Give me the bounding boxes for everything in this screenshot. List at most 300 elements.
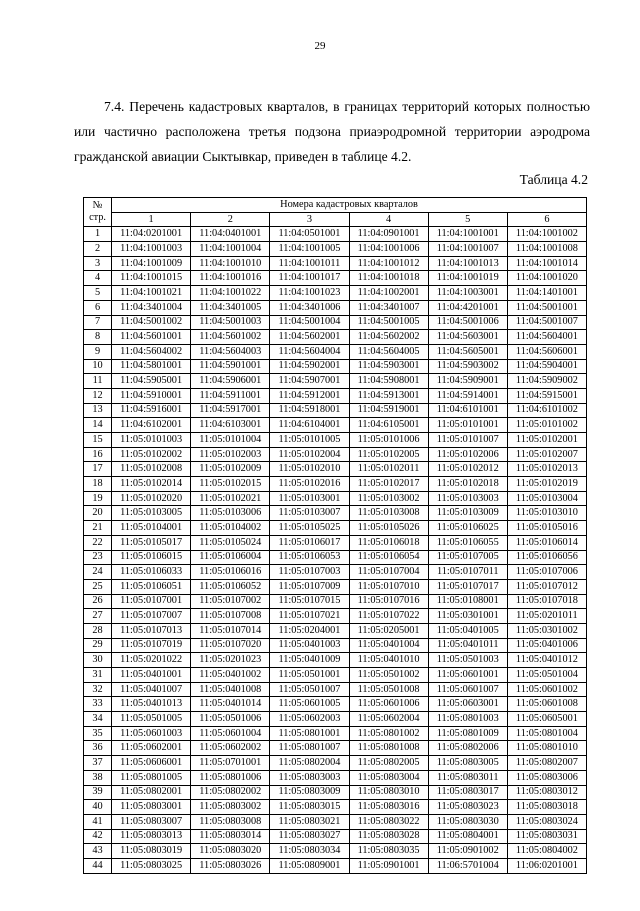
table-header-row-2	[84, 212, 587, 227]
cadastral-number-cell: 11:04:5001002	[112, 315, 191, 330]
cadastral-number-cell: 11:04:5904001	[507, 359, 586, 374]
cadastral-number-cell: 11:05:0106025	[428, 521, 507, 536]
cadastral-number-cell: 11:04:1001023	[270, 286, 349, 301]
cadastral-number-cell: 11:05:0106017	[270, 535, 349, 550]
cadastral-number-cell: 11:05:0107012	[507, 579, 586, 594]
cadastral-number-cell: 11:05:0102001	[507, 433, 586, 448]
cadastral-number-cell: 11:05:0802004	[270, 756, 349, 771]
cadastral-number-cell: 11:05:0501004	[507, 668, 586, 683]
cadastral-number-cell: 11:04:5903002	[428, 359, 507, 374]
table-row	[84, 418, 587, 433]
table-row	[84, 359, 587, 374]
cadastral-number-cell: 11:05:0601004	[191, 726, 270, 741]
row-number-cell: 38	[84, 770, 112, 785]
cadastral-number-cell: 11:05:0803014	[191, 829, 270, 844]
table-row	[84, 374, 587, 389]
cadastral-number-cell: 11:05:0602002	[191, 741, 270, 756]
cadastral-number-cell: 11:05:0501007	[270, 682, 349, 697]
cadastral-number-cell: 11:05:0106051	[112, 579, 191, 594]
table-row	[84, 550, 587, 565]
cadastral-number-cell: 11:05:0103001	[270, 491, 349, 506]
cadastral-number-cell: 11:05:0802005	[349, 756, 428, 771]
cadastral-number-cell: 11:05:0803020	[191, 844, 270, 859]
cadastral-number-cell: 11:05:0801007	[270, 741, 349, 756]
cadastral-number-cell: 11:05:0107002	[191, 594, 270, 609]
row-number-cell: 40	[84, 800, 112, 815]
cadastral-number-cell: 11:05:0803012	[507, 785, 586, 800]
cadastral-number-cell: 11:04:5001004	[270, 315, 349, 330]
cadastral-number-cell: 11:04:6102001	[112, 418, 191, 433]
cadastral-number-cell: 11:04:1003001	[428, 286, 507, 301]
cadastral-number-cell: 11:04:0501001	[270, 227, 349, 242]
cadastral-number-cell: 11:05:0801001	[270, 726, 349, 741]
cadastral-number-cell: 11:05:0102015	[191, 477, 270, 492]
row-number-cell: 16	[84, 447, 112, 462]
cadastral-number-cell: 11:04:6101001	[428, 403, 507, 418]
row-number-cell: 43	[84, 844, 112, 859]
cadastral-number-cell: 11:05:0803022	[349, 814, 428, 829]
cadastral-number-cell: 11:05:0102016	[270, 477, 349, 492]
cadastral-number-cell: 11:04:5917001	[191, 403, 270, 418]
cadastral-number-cell: 11:05:0803027	[270, 829, 349, 844]
table-row	[84, 814, 587, 829]
table-row	[84, 785, 587, 800]
cadastral-number-cell: 11:05:0106004	[191, 550, 270, 565]
cadastral-number-cell: 11:05:0204001	[270, 623, 349, 638]
cadastral-number-cell: 11:04:1001017	[270, 271, 349, 286]
cadastral-number-cell: 11:05:0301002	[507, 623, 586, 638]
cadastral-number-cell: 11:05:0105024	[191, 535, 270, 550]
cadastral-number-cell: 11:04:5908001	[349, 374, 428, 389]
cadastral-number-cell: 11:05:0102003	[191, 447, 270, 462]
cadastral-number-cell: 11:05:0102011	[349, 462, 428, 477]
column-header: 1	[112, 212, 191, 227]
cadastral-number-cell: 11:05:0701001	[191, 756, 270, 771]
cadastral-number-cell: 11:04:6105001	[349, 418, 428, 433]
cadastral-number-cell: 11:04:5001003	[191, 315, 270, 330]
cadastral-number-cell: 11:05:0101007	[428, 433, 507, 448]
cadastral-number-cell: 11:05:0601008	[507, 697, 586, 712]
cadastral-number-cell: 11:05:0102014	[112, 477, 191, 492]
cadastral-number-cell: 11:05:0106055	[428, 535, 507, 550]
cadastral-number-cell: 11:04:5912001	[270, 388, 349, 403]
cadastral-number-cell: 11:05:0301001	[428, 609, 507, 624]
cadastral-number-cell: 11:05:0501008	[349, 682, 428, 697]
cadastral-number-cell: 11:04:5916001	[112, 403, 191, 418]
table-row	[84, 638, 587, 653]
cadastral-number-cell: 11:05:0103004	[507, 491, 586, 506]
table-row	[84, 668, 587, 683]
cadastral-number-cell: 11:04:0901001	[349, 227, 428, 242]
table-header-row-1	[84, 198, 587, 213]
cadastral-number-cell: 11:05:0803016	[349, 800, 428, 815]
table-row	[84, 770, 587, 785]
cadastral-number-cell: 11:05:0107006	[507, 565, 586, 580]
table-row	[84, 330, 587, 345]
cadastral-number-cell: 11:05:0606001	[112, 756, 191, 771]
cadastral-number-cell: 11:05:0401006	[507, 638, 586, 653]
cadastral-number-cell: 11:04:5911001	[191, 388, 270, 403]
cadastral-number-cell: 11:05:0803013	[112, 829, 191, 844]
cadastral-number-cell: 11:05:0803015	[270, 800, 349, 815]
table-row	[84, 858, 587, 873]
cadastral-number-cell: 11:04:5001007	[507, 315, 586, 330]
cadastral-number-cell: 11:05:0103009	[428, 506, 507, 521]
cadastral-number-cell: 11:05:0803002	[191, 800, 270, 815]
page-number: 29	[314, 40, 326, 52]
row-number-cell: 24	[84, 565, 112, 580]
column-header: 4	[349, 212, 428, 227]
cadastral-number-cell: 11:05:0106052	[191, 579, 270, 594]
cadastral-number-cell: 11:05:0102021	[191, 491, 270, 506]
table-row	[84, 521, 587, 536]
cadastral-number-cell: 11:05:0603001	[428, 697, 507, 712]
cadastral-number-cell: 11:04:0201001	[112, 227, 191, 242]
table-row	[84, 462, 587, 477]
cadastral-number-cell: 11:05:0102020	[112, 491, 191, 506]
cadastral-number-cell: 11:05:0803007	[112, 814, 191, 829]
cadastral-number-cell: 11:06:0201001	[507, 858, 586, 873]
table-row	[84, 271, 587, 286]
cadastral-number-cell: 11:05:0103006	[191, 506, 270, 521]
cadastral-number-cell: 11:04:6104001	[270, 418, 349, 433]
column-header: 5	[428, 212, 507, 227]
cadastral-number-cell: 11:05:0803025	[112, 858, 191, 873]
cadastral-number-cell: 11:04:1001016	[191, 271, 270, 286]
row-number-cell: 36	[84, 741, 112, 756]
row-number-cell: 18	[84, 477, 112, 492]
cadastral-number-cell: 11:05:0102017	[349, 477, 428, 492]
cadastral-number-cell: 11:05:0803021	[270, 814, 349, 829]
cadastral-number-cell: 11:04:5604001	[507, 330, 586, 345]
cadastral-number-cell: 11:05:0601001	[428, 668, 507, 683]
cadastral-number-cell: 11:05:0107020	[191, 638, 270, 653]
cadastral-number-cell: 11:05:0804002	[507, 844, 586, 859]
cadastral-number-cell: 11:05:0801004	[507, 726, 586, 741]
cadastral-number-cell: 11:05:0801009	[428, 726, 507, 741]
cadastral-number-cell: 11:04:1001013	[428, 256, 507, 271]
cadastral-number-cell: 11:04:3401005	[191, 300, 270, 315]
cadastral-number-cell: 11:05:0107001	[112, 594, 191, 609]
cadastral-number-cell: 11:04:5915001	[507, 388, 586, 403]
table-row	[84, 609, 587, 624]
cadastral-number-cell: 11:04:1001020	[507, 271, 586, 286]
cadastral-number-cell: 11:04:5909002	[507, 374, 586, 389]
table-row	[84, 491, 587, 506]
table-row	[84, 682, 587, 697]
cadastral-number-cell: 11:04:5606001	[507, 344, 586, 359]
cadastral-number-cell: 11:05:0803019	[112, 844, 191, 859]
cadastral-number-cell: 11:05:0803003	[270, 770, 349, 785]
row-number-cell: 12	[84, 388, 112, 403]
cadastral-number-cell: 11:05:0104002	[191, 521, 270, 536]
cadastral-number-cell: 11:05:0105016	[507, 521, 586, 536]
row-number-cell: 31	[84, 668, 112, 683]
cadastral-number-cell: 11:05:0107015	[270, 594, 349, 609]
cadastral-number-cell: 11:05:0107014	[191, 623, 270, 638]
cadastral-number-cell: 11:05:0601002	[507, 682, 586, 697]
cadastral-number-cell: 11:05:0103002	[349, 491, 428, 506]
cadastral-number-cell: 11:04:1001014	[507, 256, 586, 271]
cadastral-number-cell: 11:05:0601006	[349, 697, 428, 712]
row-number-cell: 27	[84, 609, 112, 624]
cadastral-number-cell: 11:04:1001012	[349, 256, 428, 271]
table-row	[84, 653, 587, 668]
cadastral-number-cell: 11:05:0106015	[112, 550, 191, 565]
cadastral-number-cell: 11:05:0401012	[507, 653, 586, 668]
row-number-cell: 7	[84, 315, 112, 330]
row-number-cell: 26	[84, 594, 112, 609]
row-number-cell: 2	[84, 242, 112, 257]
table-row	[84, 344, 587, 359]
cadastral-number-cell: 11:04:5914001	[428, 388, 507, 403]
cadastral-number-cell: 11:04:5909001	[428, 374, 507, 389]
cadastral-number-cell: 11:04:1001022	[191, 286, 270, 301]
row-number-cell: 28	[84, 623, 112, 638]
cadastral-number-cell: 11:05:0401002	[191, 668, 270, 683]
cadastral-number-cell: 11:05:0401007	[112, 682, 191, 697]
cadastral-number-cell: 11:04:5001005	[349, 315, 428, 330]
table-caption: Таблица 4.2	[519, 172, 588, 187]
cadastral-number-cell: 11:05:0107018	[507, 594, 586, 609]
row-number-cell: 22	[84, 535, 112, 550]
cadastral-number-cell: 11:05:0401010	[349, 653, 428, 668]
table-row	[84, 300, 587, 315]
cadastral-number-cell: 11:05:0501005	[112, 712, 191, 727]
cadastral-number-cell: 11:05:0401008	[191, 682, 270, 697]
cadastral-number-cell: 11:04:5902001	[270, 359, 349, 374]
cadastral-number-cell: 11:05:0901002	[428, 844, 507, 859]
cadastral-number-cell: 11:05:0106016	[191, 565, 270, 580]
cadastral-number-cell: 11:05:0602003	[270, 712, 349, 727]
cadastral-number-cell: 11:05:0901001	[349, 858, 428, 873]
row-number-cell: 20	[84, 506, 112, 521]
table-row	[84, 712, 587, 727]
cadastral-number-cell: 11:05:0104001	[112, 521, 191, 536]
row-number-cell: 14	[84, 418, 112, 433]
cadastral-number-cell: 11:05:0401005	[428, 623, 507, 638]
row-number-cell: 8	[84, 330, 112, 345]
table-row	[84, 756, 587, 771]
cadastral-number-cell: 11:05:0401003	[270, 638, 349, 653]
row-number-cell: 10	[84, 359, 112, 374]
row-number-cell: 5	[84, 286, 112, 301]
cadastral-number-cell: 11:05:0803034	[270, 844, 349, 859]
cadastral-number-cell: 11:05:0103003	[428, 491, 507, 506]
table-row	[84, 227, 587, 242]
cadastral-number-cell: 11:05:0101002	[507, 418, 586, 433]
table-row	[84, 535, 587, 550]
cadastral-number-cell: 11:04:1001001	[428, 227, 507, 242]
cadastral-number-cell: 11:05:0102009	[191, 462, 270, 477]
cadastral-number-cell: 11:05:0102006	[428, 447, 507, 462]
cadastral-number-cell: 11:04:1001015	[112, 271, 191, 286]
cadastral-number-cell: 11:05:0102019	[507, 477, 586, 492]
cadastral-number-cell: 11:05:0106054	[349, 550, 428, 565]
cadastral-number-cell: 11:05:0801008	[349, 741, 428, 756]
row-number-cell: 33	[84, 697, 112, 712]
cadastral-number-cell: 11:05:0803010	[349, 785, 428, 800]
cadastral-number-cell: 11:05:0107010	[349, 579, 428, 594]
row-number-cell: 32	[84, 682, 112, 697]
cadastral-number-cell: 11:05:0106014	[507, 535, 586, 550]
row-number-cell: 3	[84, 256, 112, 271]
row-number-header-top: №	[92, 200, 103, 212]
table-row	[84, 286, 587, 301]
cadastral-number-cell: 11:05:0103007	[270, 506, 349, 521]
table-row	[84, 565, 587, 580]
cadastral-number-cell: 11:04:5907001	[270, 374, 349, 389]
row-number-cell: 34	[84, 712, 112, 727]
cadastral-number-cell: 11:05:0601005	[270, 697, 349, 712]
cadastral-number-cell: 11:04:5602001	[270, 330, 349, 345]
cadastral-number-cell: 11:05:0107005	[428, 550, 507, 565]
cadastral-number-cell: 11:05:0105017	[112, 535, 191, 550]
cadastral-number-cell: 11:05:0102004	[270, 447, 349, 462]
cadastral-number-cell: 11:04:1001021	[112, 286, 191, 301]
cadastral-number-cell: 11:04:1001011	[270, 256, 349, 271]
column-header: 6	[507, 212, 586, 227]
cadastral-number-cell: 11:05:0201022	[112, 653, 191, 668]
cadastral-number-cell: 11:05:0501002	[349, 668, 428, 683]
cadastral-number-cell: 11:05:0803017	[428, 785, 507, 800]
cadastral-number-cell: 11:04:3401004	[112, 300, 191, 315]
table-row	[84, 726, 587, 741]
cadastral-number-cell: 11:05:0809001	[270, 858, 349, 873]
row-number-header	[84, 198, 112, 227]
cadastral-number-cell: 11:05:0802001	[112, 785, 191, 800]
row-number-cell: 15	[84, 433, 112, 448]
cadastral-number-cell: 11:05:0103010	[507, 506, 586, 521]
table-row	[84, 844, 587, 859]
cadastral-number-cell: 11:04:5605001	[428, 344, 507, 359]
table-body	[84, 227, 587, 873]
cadastral-number-cell: 11:05:0602001	[112, 741, 191, 756]
cadastral-number-cell: 11:05:0107019	[112, 638, 191, 653]
row-number-cell: 23	[84, 550, 112, 565]
cadastral-number-cell: 11:05:0107022	[349, 609, 428, 624]
cadastral-number-cell: 11:04:1001005	[270, 242, 349, 257]
cadastral-number-cell: 11:05:0801006	[191, 770, 270, 785]
cadastral-number-cell: 11:04:5604003	[191, 344, 270, 359]
table-row	[84, 388, 587, 403]
cadastral-number-cell: 11:05:0401004	[349, 638, 428, 653]
cadastral-number-cell: 11:05:0102008	[112, 462, 191, 477]
cadastral-number-cell: 11:05:0107004	[349, 565, 428, 580]
cadastral-number-cell: 11:05:0803028	[349, 829, 428, 844]
row-number-cell: 17	[84, 462, 112, 477]
row-number-header-bottom: стр.	[89, 212, 106, 224]
cadastral-number-cell: 11:05:0803009	[270, 785, 349, 800]
cadastral-number-cell: 11:04:5001001	[507, 300, 586, 315]
cadastral-number-cell: 11:05:0103008	[349, 506, 428, 521]
cadastral-number-cell: 11:04:1002001	[349, 286, 428, 301]
table-row	[84, 256, 587, 271]
cadastral-number-cell: 11:04:1001010	[191, 256, 270, 271]
row-number-cell: 29	[84, 638, 112, 653]
cadastral-number-cell: 11:04:3401006	[270, 300, 349, 315]
cadastral-number-cell: 11:05:0106056	[507, 550, 586, 565]
table-row	[84, 403, 587, 418]
cadastral-number-cell: 11:04:5901001	[191, 359, 270, 374]
cadastral-number-cell: 11:05:0803030	[428, 814, 507, 829]
cadastral-number-cell: 11:04:5603001	[428, 330, 507, 345]
cadastral-number-cell: 11:05:0605001	[507, 712, 586, 727]
cadastral-number-cell: 11:05:0107021	[270, 609, 349, 624]
cadastral-number-cell: 11:05:0501001	[270, 668, 349, 683]
cadastral-number-cell: 11:05:0102010	[270, 462, 349, 477]
cadastral-number-cell: 11:04:5801001	[112, 359, 191, 374]
cadastral-group-header: Номера кадастровых кварталов	[112, 198, 587, 213]
cadastral-number-cell: 11:05:0803001	[112, 800, 191, 815]
cadastral-number-cell: 11:05:0107016	[349, 594, 428, 609]
row-number-cell: 13	[84, 403, 112, 418]
cadastral-number-cell: 11:04:0401001	[191, 227, 270, 242]
table-row	[84, 697, 587, 712]
cadastral-number-cell: 11:05:0401014	[191, 697, 270, 712]
row-number-cell: 41	[84, 814, 112, 829]
cadastral-number-cell: 11:05:0201011	[507, 609, 586, 624]
cadastral-number-cell: 11:05:0101005	[270, 433, 349, 448]
cadastral-number-cell: 11:05:0107017	[428, 579, 507, 594]
cadastral-number-cell: 11:05:0802006	[428, 741, 507, 756]
cadastral-number-cell: 11:04:5913001	[349, 388, 428, 403]
table-row	[84, 447, 587, 462]
cadastral-number-cell: 11:05:0803018	[507, 800, 586, 815]
cadastral-number-cell: 11:04:5601001	[112, 330, 191, 345]
cadastral-number-cell: 11:05:0401011	[428, 638, 507, 653]
cadastral-number-cell: 11:05:0801003	[428, 712, 507, 727]
cadastral-number-cell: 11:05:0102007	[507, 447, 586, 462]
row-number-cell: 35	[84, 726, 112, 741]
cadastral-number-cell: 11:05:0107003	[270, 565, 349, 580]
cadastral-number-cell: 11:05:0401009	[270, 653, 349, 668]
cadastral-number-cell: 11:05:0107013	[112, 623, 191, 638]
cadastral-number-cell: 11:05:0101006	[349, 433, 428, 448]
row-number-cell: 9	[84, 344, 112, 359]
row-number-cell: 25	[84, 579, 112, 594]
cadastral-number-cell: 11:04:5604004	[270, 344, 349, 359]
intro-paragraph: 7.4. Перечень кадастровых кварталов, в границах территорий которых полностью или частично расположена третья подзона приаэродромной территории аэродрома гражданской авиации Сыктывкар, приведен в таблице 4.2.	[74, 99, 590, 164]
cadastral-number-cell: 11:05:0803005	[428, 756, 507, 771]
cadastral-number-cell: 11:04:1001018	[349, 271, 428, 286]
cadastral-number-cell: 11:05:0601003	[112, 726, 191, 741]
column-header: 3	[270, 212, 349, 227]
cadastral-number-cell: 11:04:6101002	[507, 403, 586, 418]
cadastral-number-cell: 11:04:5910001	[112, 388, 191, 403]
cadastral-number-cell: 11:05:0106033	[112, 565, 191, 580]
cadastral-number-cell: 11:05:0105026	[349, 521, 428, 536]
cadastral-number-cell: 11:05:0803023	[428, 800, 507, 815]
cadastral-number-cell: 11:05:0103005	[112, 506, 191, 521]
cadastral-number-cell: 11:05:0803004	[349, 770, 428, 785]
cadastral-number-cell: 11:05:0107011	[428, 565, 507, 580]
column-header: 2	[191, 212, 270, 227]
row-number-cell: 42	[84, 829, 112, 844]
cadastral-number-cell: 11:05:0501006	[191, 712, 270, 727]
table-row	[84, 433, 587, 448]
cadastral-number-cell: 11:04:6103001	[191, 418, 270, 433]
table-row	[84, 242, 587, 257]
row-number-cell: 4	[84, 271, 112, 286]
cadastral-number-cell: 11:05:0801005	[112, 770, 191, 785]
cadastral-number-cell: 11:04:1001007	[428, 242, 507, 257]
cadastral-number-cell: 11:05:0105025	[270, 521, 349, 536]
row-number-cell: 21	[84, 521, 112, 536]
cadastral-number-cell: 11:05:0106018	[349, 535, 428, 550]
cadastral-number-cell: 11:05:0501003	[428, 653, 507, 668]
cadastral-number-cell: 11:04:1001003	[112, 242, 191, 257]
